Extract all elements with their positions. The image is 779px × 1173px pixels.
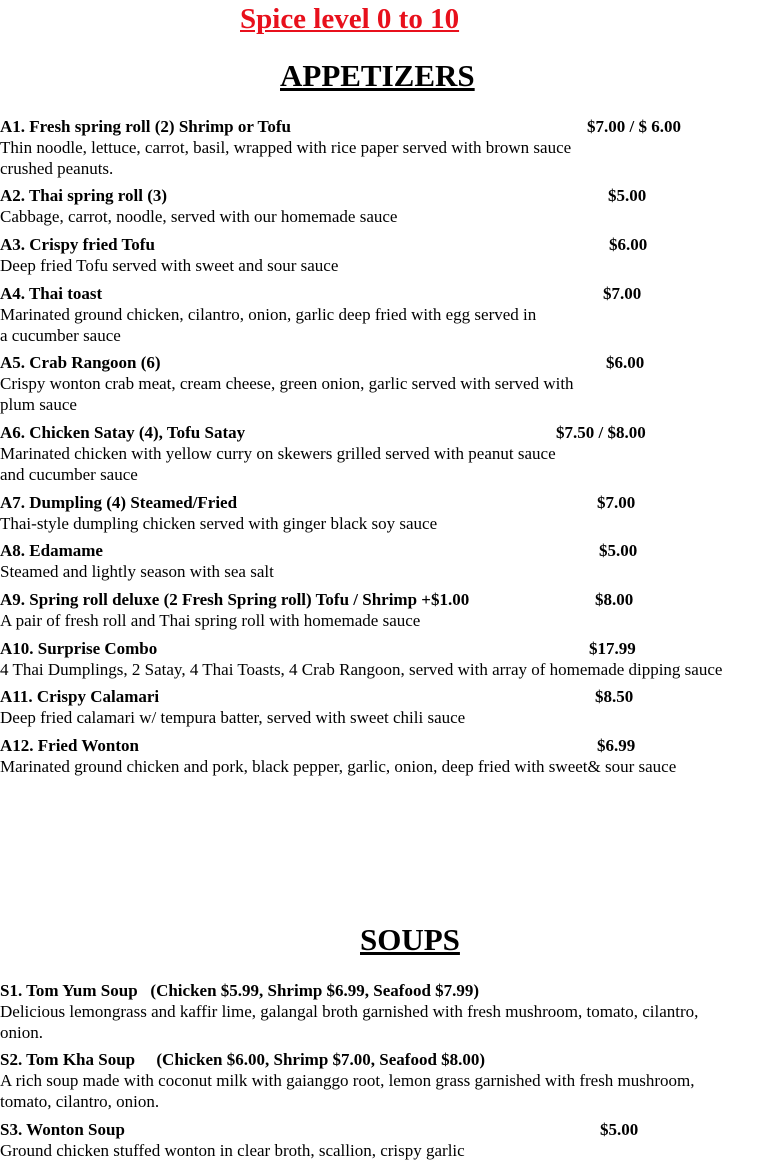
item-description: onion. (0, 1023, 43, 1042)
menu-item-s2 (0, 1049, 779, 1112)
item-description: A rich soup made with coconut milk with gaianggo root, lemon grass garnished with fresh mushroom, (0, 1071, 695, 1090)
menu-item-a7 (0, 492, 779, 534)
item-price: $7.50 / $8.00 (556, 423, 646, 442)
item-description: Crispy wonton crab meat, cream cheese, green onion, garlic served with served with (0, 374, 574, 393)
menu-item-a8 (0, 540, 779, 582)
item-name: A9. Spring roll deluxe (2 Fresh Spring roll) Tofu / Shrimp +$1.00 (0, 590, 470, 609)
menu-item-s3 (0, 1119, 779, 1161)
item-name: A11. Crispy Calamari (0, 687, 160, 706)
menu-item-a6 (0, 422, 779, 485)
soups-heading: SOUPS (360, 922, 460, 957)
item-name: A8. Edamame (0, 541, 103, 560)
item-description: crushed peanuts. (0, 159, 114, 178)
item-description: Cabbage, carrot, noodle, served with our homemade sauce (0, 207, 398, 226)
item-description: Deep fried calamari w/ tempura batter, served with sweet chili sauce (0, 708, 466, 727)
item-description: Steamed and lightly season with sea salt (0, 562, 274, 581)
menu-item-a2 (0, 185, 779, 227)
menu-item-a4 (0, 283, 779, 346)
item-name: A7. Dumpling (4) Steamed/Fried (0, 493, 238, 512)
item-price: $7.00 (597, 493, 636, 512)
menu-item-s1 (0, 980, 779, 1043)
item-name: A2. Thai spring roll (3) (0, 186, 168, 205)
item-price: $5.00 (599, 541, 638, 560)
item-price: $8.50 (595, 687, 634, 706)
item-price: $7.00 / $ 6.00 (587, 117, 681, 136)
appetizers-heading: APPETIZERS (280, 58, 475, 93)
item-name: A6. Chicken Satay (4), Tofu Satay (0, 423, 246, 442)
item-price: $17.99 (589, 639, 636, 658)
item-name: A5. Crab Rangoon (6) (0, 353, 161, 372)
menu-item-a5 (0, 352, 779, 415)
item-description: Deep fried Tofu served with sweet and sour sauce (0, 256, 339, 275)
spice-level-title: Spice level 0 to 10 (240, 3, 460, 35)
item-description: A pair of fresh roll and Thai spring roll with homemade sauce (0, 611, 421, 630)
item-price: $5.00 (600, 1120, 639, 1139)
item-price: $7.00 (603, 284, 642, 303)
item-description: Thai-style dumpling chicken served with ginger black soy sauce (0, 514, 438, 533)
item-name: A12. Fried Wonton (0, 736, 140, 755)
menu-item-a3 (0, 234, 779, 276)
item-name: A3. Crispy fried Tofu (0, 235, 155, 254)
menu-item-a12 (0, 735, 779, 777)
item-price: $6.00 (606, 353, 645, 372)
menu-item-a1 (0, 116, 779, 179)
item-name: A10. Surprise Combo (0, 639, 158, 658)
item-price: $6.99 (597, 736, 636, 755)
item-price: $8.00 (595, 590, 634, 609)
item-price: $5.00 (608, 186, 647, 205)
menu-item-a9 (0, 589, 779, 631)
item-description: 4 Thai Dumplings, 2 Satay, 4 Thai Toasts, 4 Crab Rangoon, served with array of homemade dipping sauce (0, 660, 723, 679)
item-description: Ground chicken stuffed wonton in clear broth, scallion, crispy garlic (0, 1141, 465, 1160)
item-name: S2. Tom Kha Soup (Chicken $6.00, Shrimp $7.00, Seafood $8.00) (0, 1050, 486, 1069)
item-description: Delicious lemongrass and kaffir lime, galangal broth garnished with fresh mushroom, tomato, cilantro, (0, 1002, 699, 1021)
item-price: $6.00 (609, 235, 648, 254)
menu-item-a11 (0, 686, 779, 728)
item-description: a cucumber sauce (0, 326, 121, 345)
item-name: S3. Wonton Soup (0, 1120, 125, 1139)
item-name: A4. Thai toast (0, 284, 103, 303)
item-description: tomato, cilantro, onion. (0, 1092, 160, 1111)
item-name: A1. Fresh spring roll (2) Shrimp or Tofu (0, 117, 291, 136)
item-description: plum sauce (0, 395, 77, 414)
item-description: Marinated chicken with yellow curry on skewers grilled served with peanut sauce (0, 444, 556, 463)
item-description: Marinated ground chicken, cilantro, onion, garlic deep fried with egg served in (0, 305, 537, 324)
item-description: Marinated ground chicken and pork, black pepper, garlic, onion, deep fried with sweet& sour sauce (0, 757, 677, 776)
item-description: Thin noodle, lettuce, carrot, basil, wrapped with rice paper served with brown sauce (0, 138, 572, 157)
item-description: and cucumber sauce (0, 465, 138, 484)
menu-item-a10 (0, 638, 779, 680)
item-name: S1. Tom Yum Soup (Chicken $5.99, Shrimp $6.99, Seafood $7.99) (0, 981, 480, 1000)
